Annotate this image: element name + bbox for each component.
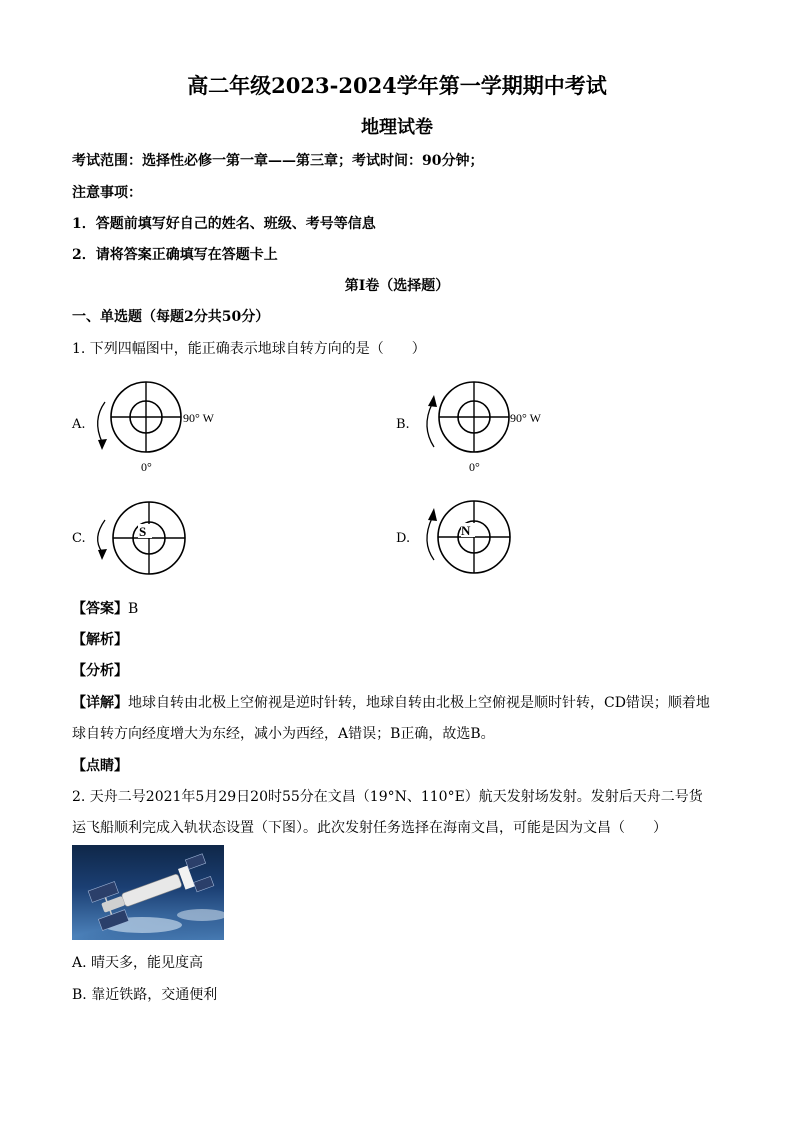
rotation-arrow-up-icon <box>427 404 434 447</box>
q1-option-d-label[interactable]: D. <box>396 531 411 546</box>
comment-tag: 【点睛】 <box>72 758 128 774</box>
arrowhead-icon <box>428 395 437 407</box>
answer-value: B <box>128 601 139 617</box>
fenxi-tag: 【分析】 <box>72 663 128 679</box>
q2-stem-line-2: 运飞船顺利完成入轨状态设置（下图）。此次发射任务选择在海南文昌，可能是因为文昌（ ） <box>72 820 667 836</box>
volume-heading: 第Ⅰ卷（选择题） <box>344 278 450 294</box>
analysis-tag: 【解析】 <box>72 632 128 648</box>
prime-meridian-label: 0° <box>469 460 480 474</box>
q1-option-c-diagram <box>88 490 198 586</box>
q1-option-b-label[interactable]: B. <box>396 417 410 432</box>
q2-option-b[interactable] <box>72 984 217 1004</box>
longitude-label: 90° W <box>510 411 541 425</box>
rotation-arrow-up-icon <box>427 518 434 560</box>
q1-option-c-label[interactable]: C. <box>72 531 86 546</box>
notice-title: 注意事项： <box>72 185 142 201</box>
notice-item-2: 2．请将答案正确填写在答题卡上 <box>72 247 278 263</box>
exam-subtitle: 地理试卷 <box>361 117 433 138</box>
q1-option-a-diagram <box>88 372 238 478</box>
q2-option-a-text: 晴天多，能见度高 <box>91 955 204 971</box>
answer-tag: 【答案】 <box>72 601 128 617</box>
q2-stem-line-1: 2. 天舟二号2021年5月29日20时55分在文昌（19°N、110°E）航天发射场发射。发射后天舟二号货 <box>72 789 703 805</box>
north-pole-label: N <box>461 523 471 538</box>
longitude-label: 90° W <box>183 411 214 425</box>
detail-line-1 <box>72 692 710 712</box>
answer-line <box>72 598 138 618</box>
q1-option-a-label[interactable]: A. <box>72 417 86 432</box>
q1-option-d-diagram <box>413 490 523 586</box>
rotation-arrow-down-icon <box>98 520 105 552</box>
q1-option-b-diagram <box>413 372 563 478</box>
detail-text-1: 地球自转由北极上空俯视是逆时针转，地球自转由北极上空俯视是顺时针转，CD错误；顺着地 <box>128 695 710 711</box>
prime-meridian-label: 0° <box>141 460 152 474</box>
exam-scope: 考试范围：选择性必修一第一章——第三章；考试时间：90分钟； <box>72 153 484 169</box>
part-heading: 一、单选题（每题2分共50分） <box>72 309 270 325</box>
q2-option-a[interactable] <box>72 952 203 972</box>
q2-option-b-text: 靠近铁路，交通便利 <box>91 987 218 1003</box>
spacecraft-photo <box>72 845 224 940</box>
detail-line-2: 球自转方向经度增大为东经，减小为西经，A错误；B正确，故选B。 <box>72 726 495 742</box>
detail-tag: 【详解】 <box>72 695 128 711</box>
arrowhead-icon <box>428 508 437 521</box>
q2-option-a-label: A. <box>72 955 87 971</box>
south-pole-label: S <box>139 524 147 539</box>
notice-item-1: 1．答题前填写好自己的姓名、班级、考号等信息 <box>72 216 376 232</box>
rotation-arrow-down-icon <box>98 402 105 442</box>
arrowhead-icon <box>98 439 107 450</box>
q2-option-b-label: B. <box>72 987 87 1003</box>
q1-stem: 1. 下列四幅图中，能正确表示地球自转方向的是（ ） <box>72 341 426 357</box>
exam-title: 高二年级2023-2024学年第一学期期中考试 <box>187 73 607 98</box>
arrowhead-icon <box>98 549 107 560</box>
